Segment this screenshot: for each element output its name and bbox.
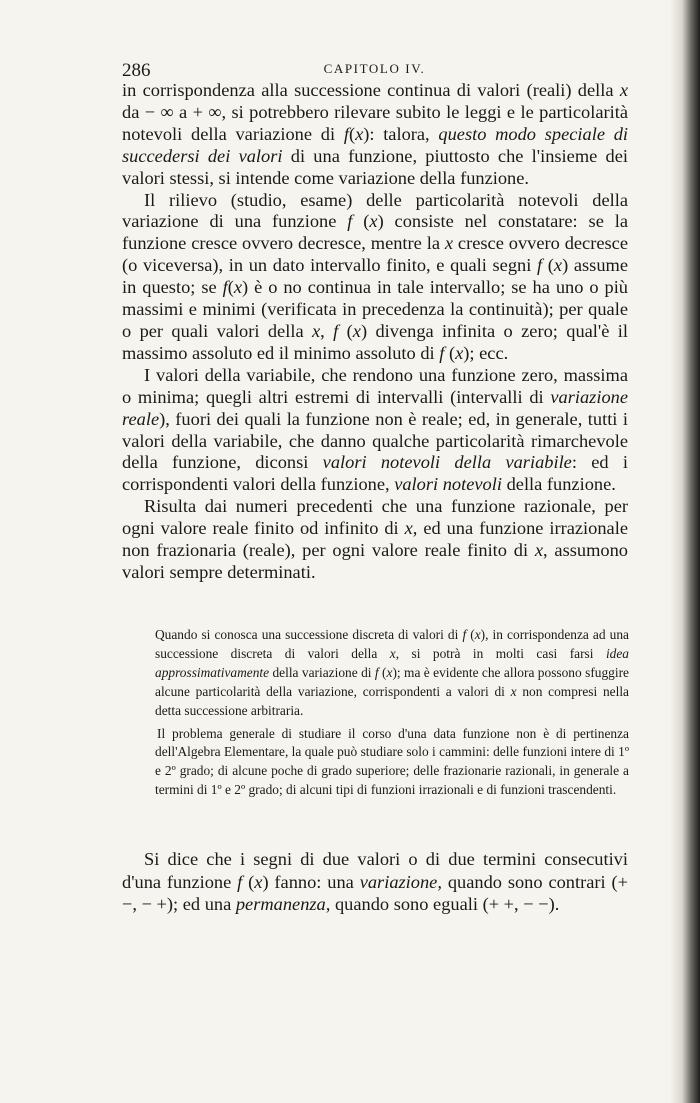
text-run: (: [348, 123, 356, 144]
italic-run: f: [333, 320, 339, 341]
text-run: (: [378, 664, 387, 680]
text-run: in corrispondenza alla successione continua di valori (reali) della: [122, 80, 620, 100]
text-run: ,: [320, 320, 334, 341]
page-edge-shadow: [670, 0, 700, 1103]
italic-run: x: [254, 871, 263, 892]
text-run: , ed una funzione irrazionale non frazionaria (reale), per ogni valore reale finito di: [122, 518, 628, 561]
italic-run: f: [222, 277, 228, 298]
text-run: di una funzione, piuttosto che l'insieme dei valori stessi, si intende come variazione della funzione.: [122, 145, 629, 188]
text-run: I valori della variabile, che rendono una funzione zero, massima o minima; quegli altri estremi di intervalli (intervalli di: [122, 364, 628, 407]
text-run: (: [242, 871, 255, 892]
italic-run: x: [474, 627, 481, 642]
running-head: CAPITOLO IV.: [323, 61, 426, 76]
italic-run: valori notevoli della variabile: [322, 452, 572, 473]
italic-run: x: [534, 540, 544, 561]
text-run: ) assume in questo; se: [122, 255, 628, 298]
paragraph: [122, 848, 628, 916]
note-paragraph: [155, 626, 629, 721]
paragraph: [122, 190, 628, 365]
paragraph: [122, 365, 628, 496]
text-run: ) fanno: una: [262, 871, 360, 892]
italic-run: valori notevoli: [394, 474, 502, 495]
text-run: quando sono eguali (+ +, − −).: [330, 894, 560, 914]
italic-run: f: [237, 871, 243, 892]
italic-run: f: [343, 123, 349, 144]
text-run: , assumono valori sempre determinati.: [122, 540, 628, 582]
text-run: non compresi nella detta successione arbitraria.: [155, 683, 629, 718]
text-run: ) consiste nel constatare: se la funzione cresce ovvero decresce, mentre la: [122, 211, 628, 254]
closing-text: [122, 848, 628, 916]
text-run: , si potrà in molti casi farsi: [395, 645, 606, 661]
italic-run: f: [374, 664, 379, 680]
text-run: Risulta dai numeri precedenti che una funzione razionale, per ogni valore reale finito od infinito di: [122, 496, 628, 539]
text-run: quando sono contrari (+ −, − +); ed una: [122, 871, 628, 914]
note-paragraph: [155, 725, 629, 801]
italic-run: x: [553, 255, 563, 276]
text-run: (: [542, 255, 554, 276]
italic-run: x: [386, 664, 393, 680]
italic-run: x: [233, 277, 243, 298]
italic-run: x: [355, 123, 364, 144]
italic-run: x: [311, 320, 321, 341]
text-run: : ed i corrispondenti valori della funzione,: [122, 452, 628, 495]
italic-run: x: [510, 683, 517, 699]
italic-run: idea approssimativamente: [155, 645, 629, 680]
text-run: da − ∞ a + ∞, si potrebbero rilevare subito le leggi e le particolarità notevoli della variazione di: [122, 101, 628, 144]
text-run: Il rilievo (studio, esame) delle particolarità notevoli della variazione di una funzione: [122, 189, 628, 232]
text-run: ); ma è evidente che allora possono sfuggire alcune particolarità della variazione, corrispondenti a valori di: [155, 664, 629, 699]
text-run: ), fuori dei quali la funzione non è reale; ed, in generale, tutti i valori della variabile, che danno qualche particolarità rimarchevole della funzione, diconsi: [122, 408, 628, 473]
text-run: ) divenga infinita o zero; qual'è il massimo assoluto ed il minimo assoluto di: [122, 320, 628, 363]
text-run: della variazione di: [269, 664, 375, 680]
italic-run: x: [352, 320, 361, 341]
text-run: cresce ovvero decresce (o viceversa), in un dato intervallo finito, e quali segni: [122, 233, 628, 276]
italic-run: permanenza,: [235, 894, 331, 914]
italic-run: f: [537, 255, 543, 276]
text-run: ); ecc.: [463, 342, 509, 363]
italic-run: x: [404, 518, 413, 539]
text-run: ): talora,: [363, 123, 439, 144]
page-number: 286: [122, 60, 151, 81]
text-run: (: [338, 320, 353, 341]
italic-run: f: [439, 342, 445, 363]
text-run: Si dice che i segni di due valori o di due termini consecutivi d'una funzione: [122, 849, 628, 892]
italic-run: x: [444, 233, 454, 254]
italic-run: x: [389, 645, 396, 661]
paragraph: [122, 80, 628, 190]
main-text: [122, 80, 628, 584]
text-run: ) è o no continua in tale intervallo; se ha uno o più massimi e minimi (verificata in precedenza la continuità); per quale o per quali valori della: [122, 277, 629, 341]
italic-run: f: [347, 211, 353, 232]
italic-run: variazione reale: [122, 386, 628, 429]
italic-run: x: [455, 342, 464, 363]
italic-run: variazione,: [359, 871, 442, 892]
text-run: (: [444, 342, 456, 363]
text-run: ), in corrispondenza ad una successione discreta di valori della: [155, 627, 629, 661]
italic-run: x: [369, 211, 378, 232]
italic-run: questo modo speciale di succedersi dei valori: [122, 123, 629, 166]
text-run: Quando si conosca una successione discreta di valori di: [155, 627, 463, 642]
italic-run: f: [462, 627, 467, 642]
text-run: (: [227, 277, 234, 298]
text-run: Il problema generale di studiare il corso d'una data funzione non è di pertinenza dell'Algebra Elementare, la quale può studiare solo i cammini: delle funzioni intere di 1º e 2º grado; di alcune poche di grado superiore; delle frazionarie razionali, in generale a termini di 1º e 2º grado; di alcuni tipi di funzioni irrazionali e di funzioni trascendenti.: [155, 725, 629, 798]
italic-run: x: [619, 80, 628, 100]
page-header: [122, 56, 627, 82]
paragraph: [122, 496, 628, 584]
text-run: della funzione.: [501, 474, 616, 495]
text-run: (: [352, 211, 370, 232]
note-text: [155, 626, 629, 800]
text-run: (: [466, 627, 475, 642]
